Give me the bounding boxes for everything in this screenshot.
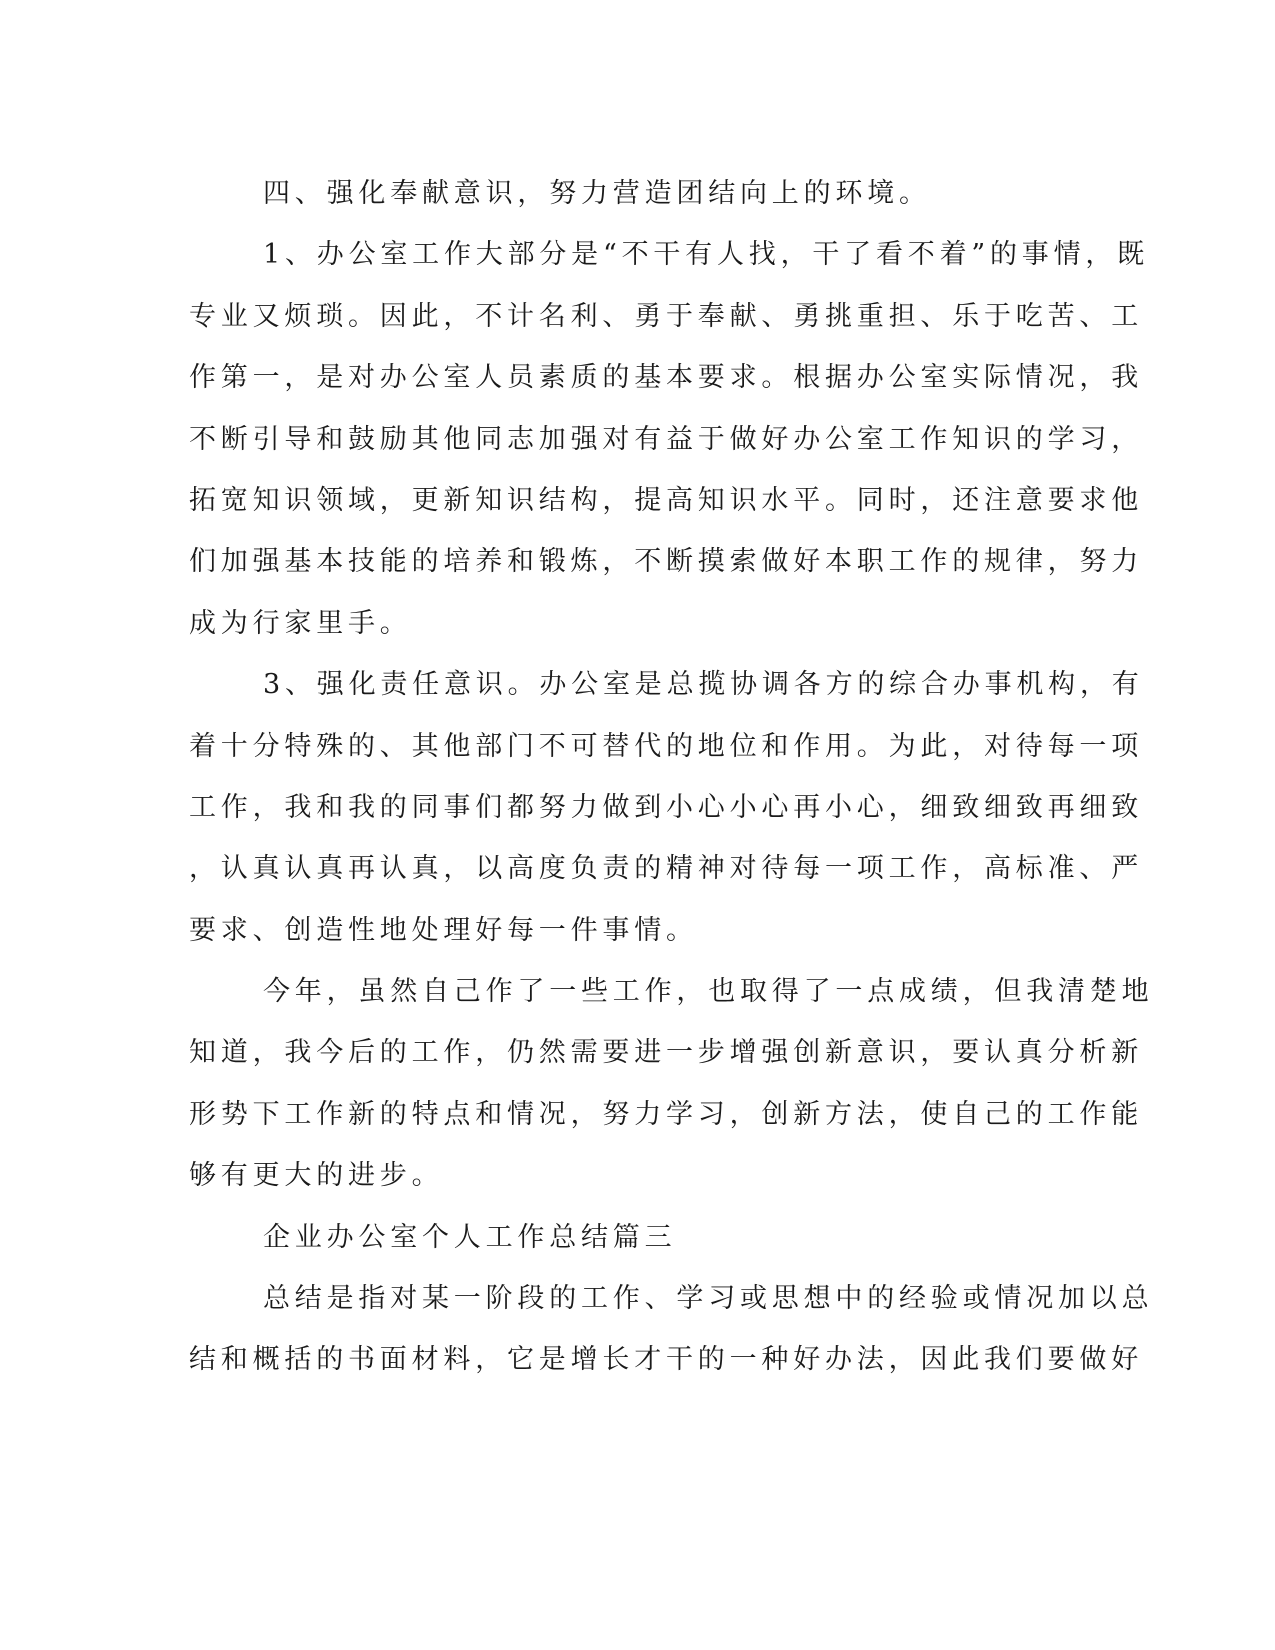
document-body (189, 163, 1154, 1391)
paragraph-line: 专业又烦琐。因此，不计名利、勇于奉献、勇挑重担、乐于吃苦、工 (189, 300, 1143, 332)
paragraph-line: 工作，我和我的同事们都努力做到小心小心再小心，细致细致再细致 (189, 791, 1143, 823)
paragraph-line: 们加强基本技能的培养和锻炼，不断摸索做好本职工作的规律，努力 (189, 546, 1143, 578)
paragraph-line: 拓宽知识领域，更新知识结构，提高知识水平。同时，还注意要求他 (189, 484, 1143, 516)
paragraph-line: 要求、创造性地处理好每一件事情。 (189, 914, 698, 946)
section-heading-4: 四、强化奉献意识，努力营造团结向上的环境。 (263, 178, 931, 209)
paragraph-line: 1、办公室工作大部分是“不干有人找，干了看不着”的事情，既 (263, 239, 1149, 271)
paragraph-line: 3、强化责任意识。办公室是总揽协调各方的综合办事机构，有 (263, 669, 1144, 701)
paragraph-line: ，认真认真再认真，以高度负责的精神对待每一项工作，高标准、严 (189, 853, 1143, 885)
paragraph-line: 总结是指对某一阶段的工作、学习或思想中的经验或情况加以总 (263, 1283, 1154, 1315)
paragraph-line: 作第一，是对办公室人员素质的基本要求。根据办公室实际情况，我 (189, 362, 1143, 394)
paragraph-line: 结和概括的书面材料，它是增长才干的一种好办法，因此我们要做好 (189, 1344, 1143, 1376)
paragraph-line: 不断引导和鼓励其他同志加强对有益于做好办公室工作知识的学习， (189, 423, 1143, 455)
paragraph-line: 成为行家里手。 (189, 607, 412, 639)
paragraph-line: 够有更大的进步。 (189, 1160, 444, 1192)
paragraph-line: 着十分特殊的、其他部门不可替代的地位和作用。为此，对待每一项 (189, 730, 1143, 762)
article-title: 企业办公室个人工作总结篇三 (263, 1221, 677, 1253)
paragraph-line: 形势下工作新的特点和情况，努力学习，创新方法，使自己的工作能 (189, 1098, 1143, 1130)
paragraph-line: 知道，我今后的工作，仍然需要进一步增强创新意识，要认真分析新 (189, 1037, 1143, 1069)
paragraph-line: 今年，虽然自己作了一些工作，也取得了一点成绩，但我清楚地 (263, 976, 1154, 1008)
